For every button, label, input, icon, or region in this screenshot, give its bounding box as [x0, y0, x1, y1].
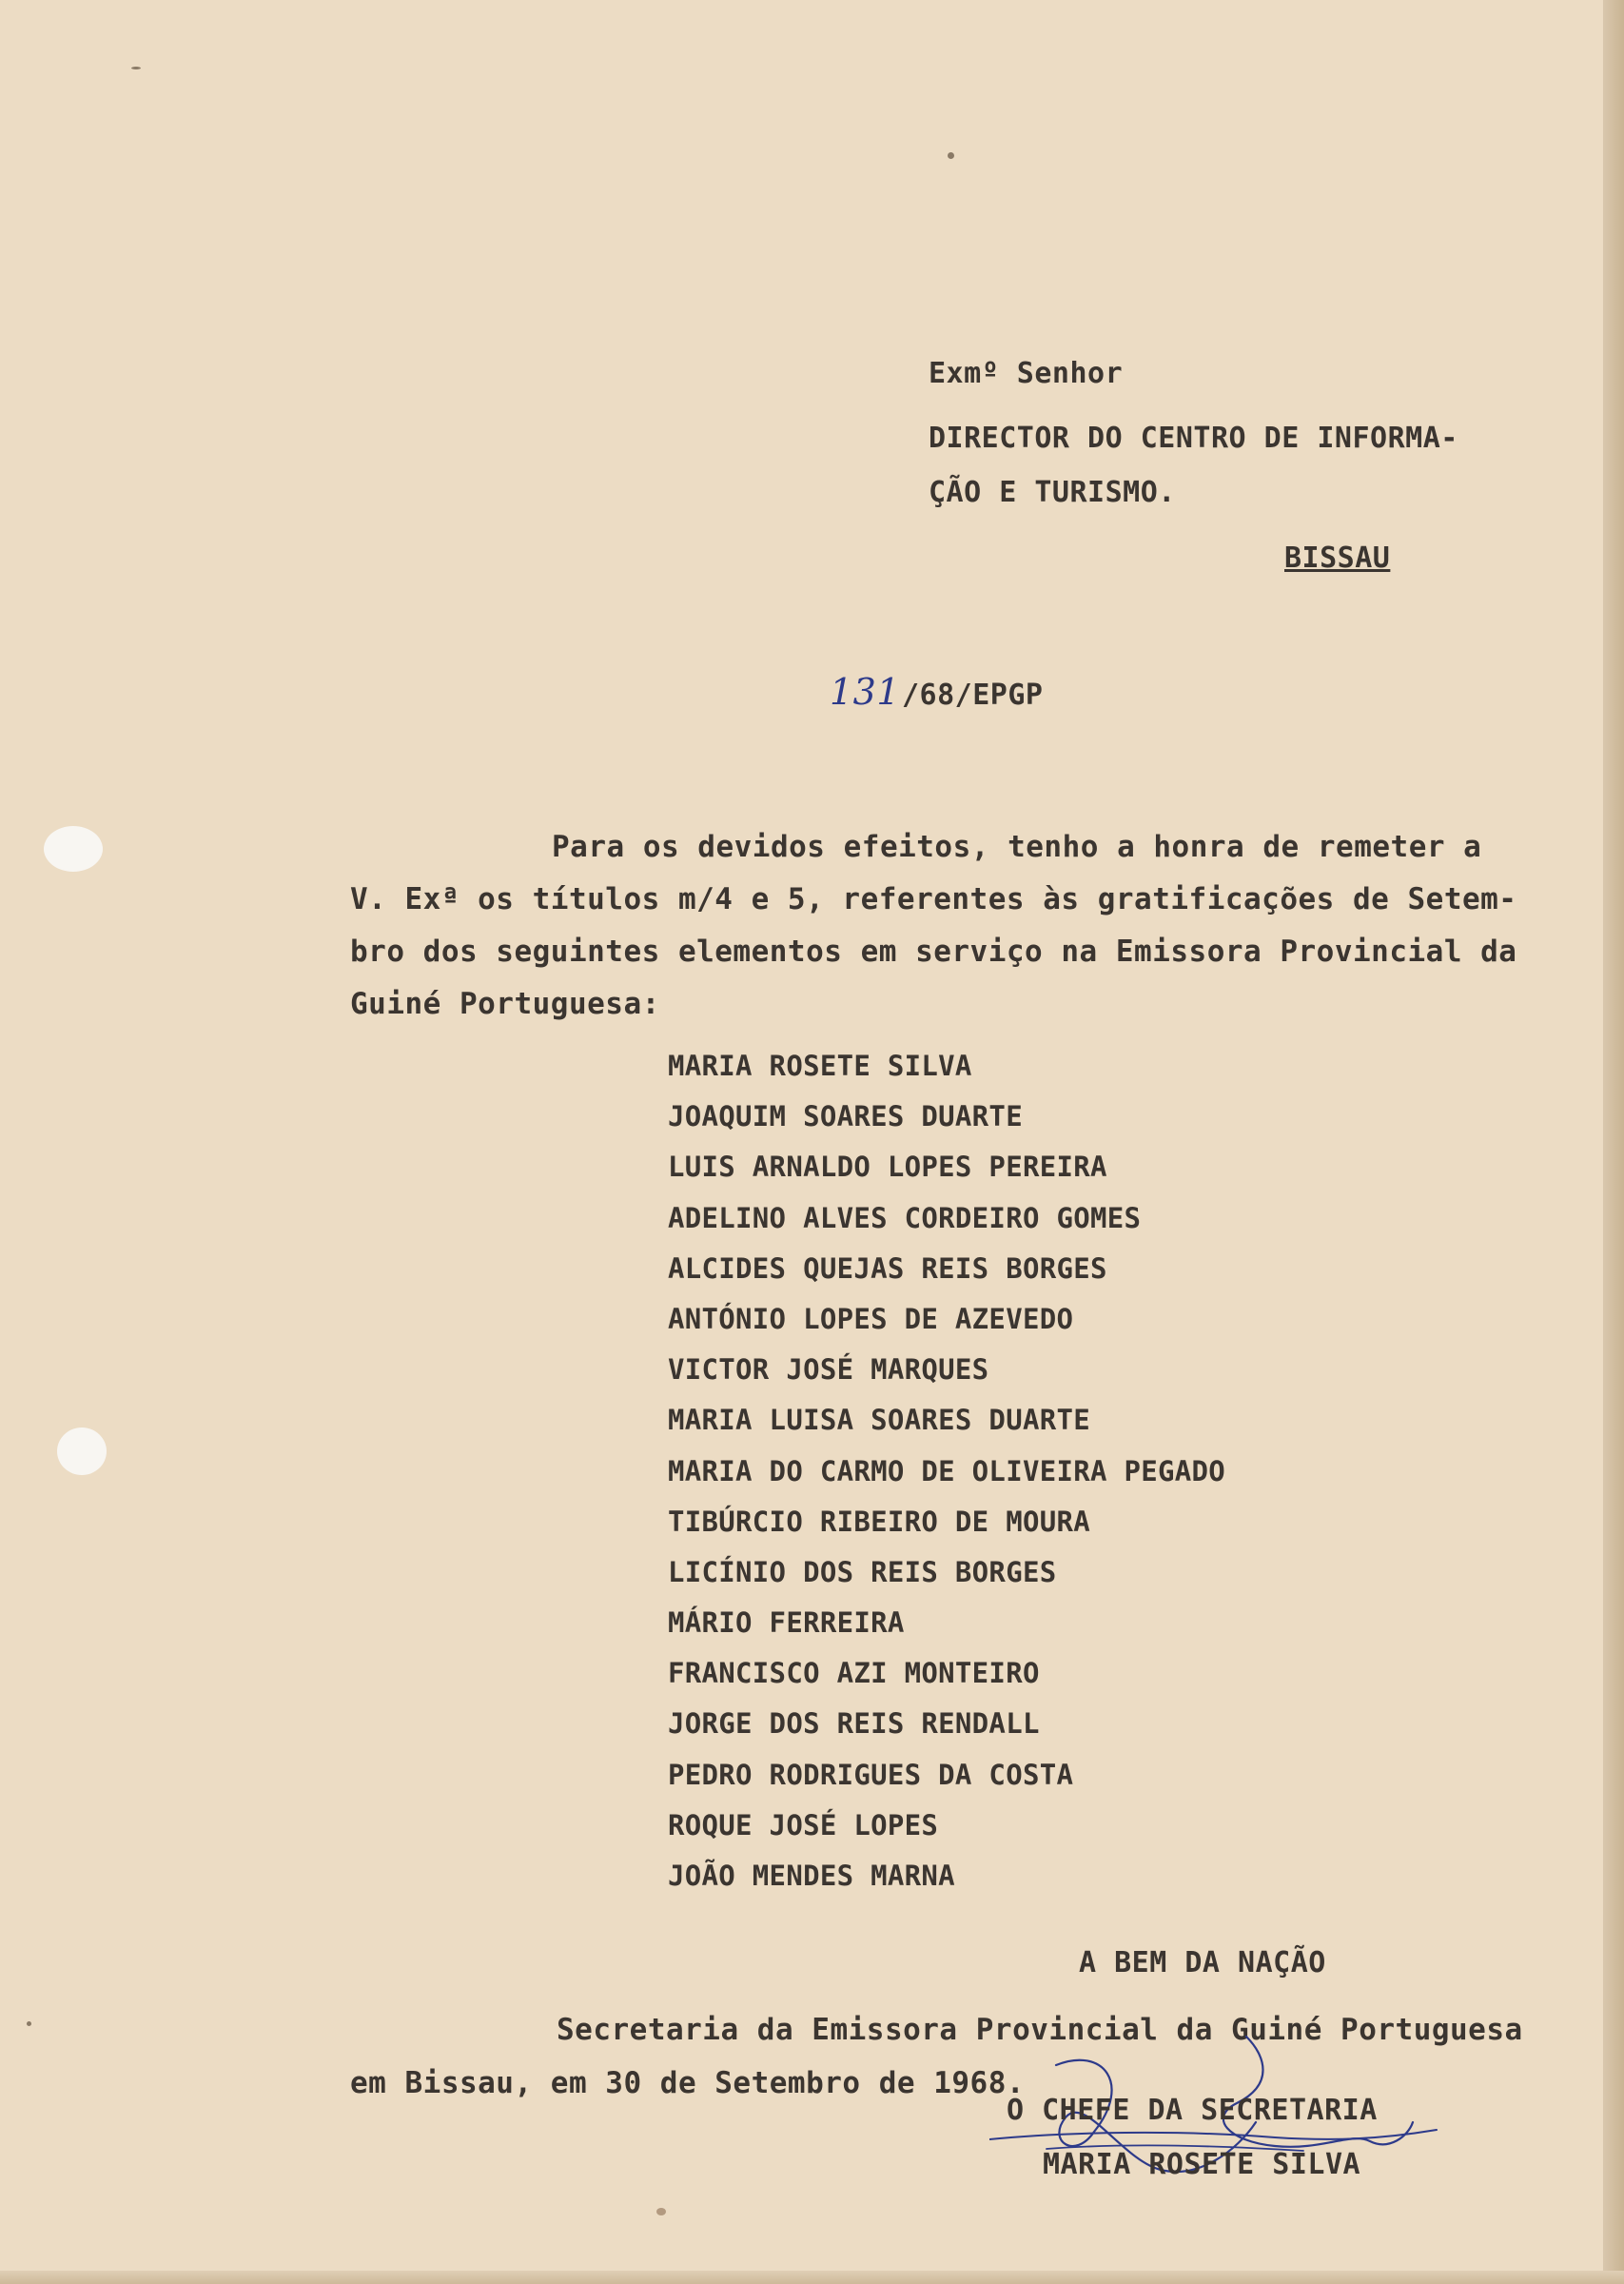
body-line-1: Para os devidos efeitos, tenho a honra de remeter a [552, 830, 1482, 864]
body-line-3: bro dos seguintes elementos em serviço na Emissora Provincial da [350, 935, 1517, 969]
reference-suffix: /68/EPGP [902, 679, 1044, 712]
list-item: MARIA ROSETE SILVA [668, 1050, 972, 1082]
paper-speck [948, 152, 954, 159]
list-item: MARIA LUISA SOARES DUARTE [668, 1404, 1090, 1437]
paper-edge-bottom [0, 2271, 1624, 2284]
recipient-line-1: DIRECTOR DO CENTRO DE INFORMA- [929, 422, 1458, 455]
list-item: JOAQUIM SOARES DUARTE [668, 1100, 1023, 1133]
list-item: FRANCISCO AZI MONTEIRO [668, 1657, 1040, 1690]
list-item: VICTOR JOSÉ MARQUES [668, 1353, 989, 1387]
list-item: ROQUE JOSÉ LOPES [668, 1808, 939, 1841]
recipient-city: BISSAU [1284, 541, 1391, 575]
personnel-names-list [668, 1051, 1225, 1911]
list-item: ANTÓNIO LOPES DE AZEVEDO [668, 1302, 1074, 1335]
signatory-title: O CHEFE DA SECRETARIA [1007, 2094, 1378, 2127]
punch-hole-bottom [57, 1428, 107, 1475]
list-item: PEDRO RODRIGUES DA COSTA [668, 1758, 1074, 1791]
paper-speck [656, 2208, 666, 2215]
paper-speck [27, 2021, 31, 2026]
list-item: JOÃO MENDES MARNA [668, 1860, 955, 1892]
place-date-line: em Bissau, em 30 de Setembro de 1968. [350, 2066, 1026, 2100]
list-item: LICÍNIO DOS REIS BORGES [668, 1555, 1057, 1588]
closing-formula: A BEM DA NAÇÃO [1079, 1946, 1326, 1979]
body-line-2: V. Exª os títulos m/4 e 5, referentes às gratificações de Setem- [350, 882, 1517, 916]
list-item: MARIA DO CARMO DE OLIVEIRA PEGADO [668, 1454, 1226, 1487]
list-item: MÁRIO FERREIRA [668, 1606, 905, 1640]
list-item: LUIS ARNALDO LOPES PEREIRA [668, 1151, 1107, 1184]
place-line-1: Secretaria da Emissora Provincial da Guiné Portuguesa [557, 2013, 1523, 2047]
list-item: TIBÚRCIO RIBEIRO DE MOURA [668, 1505, 1090, 1538]
reference-number-handwritten: 131 [830, 671, 901, 713]
list-item: ADELINO ALVES CORDEIRO GOMES [668, 1201, 1142, 1234]
recipient-line-2: ÇÃO E TURISMO. [929, 476, 1176, 509]
paper-edge-right [1603, 0, 1624, 2284]
body-line-4: Guiné Portuguesa: [350, 987, 660, 1021]
salutation: Exmº Senhor [929, 357, 1124, 390]
list-item: ALCIDES QUEJAS REIS BORGES [668, 1251, 1107, 1285]
signatory-name: MARIA ROSETE SILVA [1043, 2148, 1361, 2181]
punch-hole-top [44, 826, 103, 872]
list-item: JORGE DOS REIS RENDALL [668, 1707, 1040, 1741]
paper-speck [131, 67, 141, 69]
